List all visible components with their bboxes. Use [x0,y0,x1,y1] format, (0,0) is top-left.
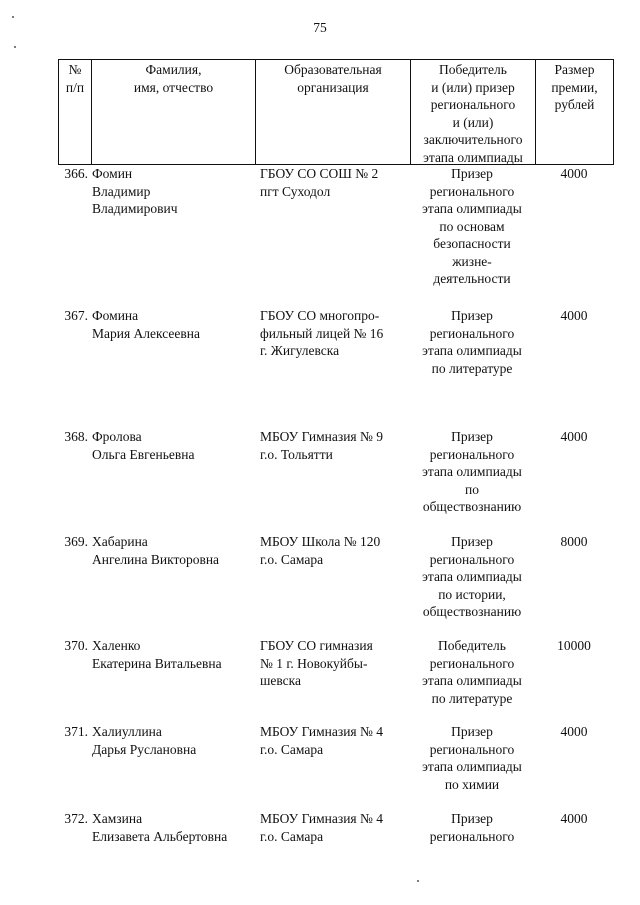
row-number: 369. [64,534,88,549]
row-number: 367. [64,308,88,323]
student-name: Фомина Мария Алексеевна [92,308,200,341]
page-number: 75 [313,20,327,35]
header-org: Образовательная организация [284,62,382,95]
header-num: № п/п [65,62,85,95]
school-name: ГБОУ СО гимназия № 1 г. Новокуйбы- шевска [260,638,373,688]
scan-speck [14,46,16,48]
student-name: Фролова Ольга Евгеньевна [92,429,195,462]
prize-amount: 8000 [560,534,588,549]
column-divider [613,60,614,164]
school-name: ГБОУ СО СОШ № 2 пгт Суходол [260,166,379,199]
award-status: Призер регионального [429,811,515,844]
header-prize: Размер премии, рублей [551,62,598,112]
prize-amount: 4000 [560,429,588,444]
table-row [58,723,614,810]
prize-amount: 4000 [560,724,588,739]
student-name: Халенко Екатерина Витальевна [92,638,222,671]
table-row [58,810,614,860]
school-name: МБОУ Школа № 120 г.о. Самара [260,534,381,567]
prize-amount: 10000 [557,638,591,653]
award-status: Призер регионального этапа олимпиады по обществознанию [422,429,522,514]
prize-amount: 4000 [560,811,588,826]
scan-speck [12,16,14,18]
table-row [58,637,614,723]
school-name: ГБОУ СО многопро- фильный лицей № 16 г. Жигулевска [260,308,384,358]
school-name: МБОУ Гимназия № 4 г.о. Самара [260,811,384,844]
award-status: Призер регионального этапа олимпиады по основам безопасности жизне- деятельности [422,166,522,286]
row-number: 366. [64,166,88,181]
student-name: Хамзина Елизавета Альбертовна [92,811,228,844]
prize-amount: 4000 [560,308,588,323]
table-row [58,307,614,428]
row-number: 370. [64,638,88,653]
row-number: 372. [64,811,88,826]
row-number: 371. [64,724,88,739]
award-table [58,59,614,860]
award-status: Призер регионального этапа олимпиады по литературе [422,308,522,376]
student-name: Халиуллина Дарья Руслановна [92,724,197,757]
student-name: Фомин Владимир Владимирович [92,166,178,216]
prize-amount: 4000 [560,166,588,181]
student-name: Хабарина Ангелина Викторовна [92,534,220,567]
table-header [58,59,614,165]
table-row [58,533,614,637]
row-number: 368. [64,429,88,444]
table-row [58,428,614,533]
award-status: Призер регионального этапа олимпиады по химии [422,724,522,792]
award-status: Призер регионального этапа олимпиады по истории, обществознанию [422,534,522,619]
award-status: Победитель регионального этапа олимпиады по литературе [422,638,522,706]
table-row [58,165,614,307]
header-name: Фамилия, имя, отчество [133,62,214,95]
school-name: МБОУ Гимназия № 4 г.о. Самара [260,724,384,757]
header-award: Победитель и (или) призер регионального и (или) заключительного этапа олимпиады [423,62,523,165]
scan-speck [417,880,419,882]
school-name: МБОУ Гимназия № 9 г.о. Тольятти [260,429,384,462]
